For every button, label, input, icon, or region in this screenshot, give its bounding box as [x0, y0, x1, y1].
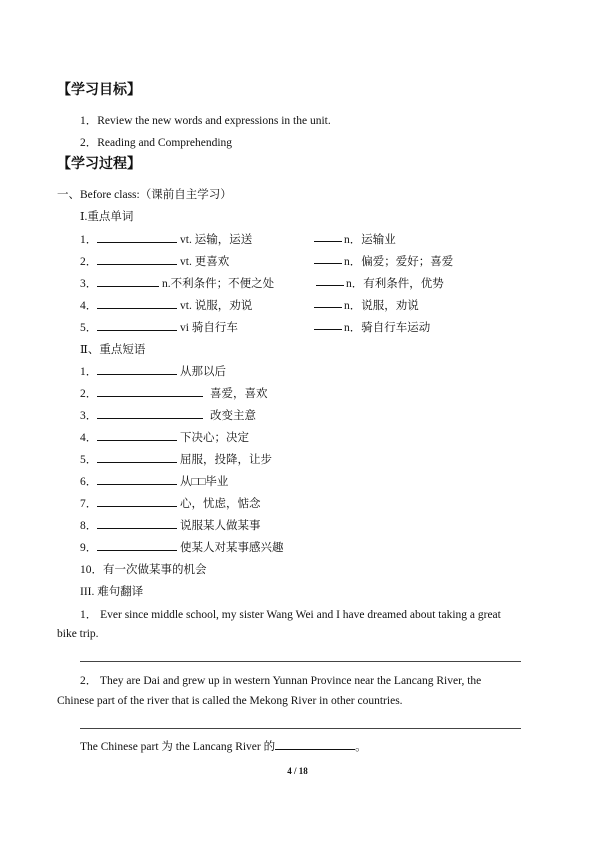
sentence-2-line-1: 2． They are Dai and grew up in western Yunnan Province near the Lancang River, the: [80, 675, 482, 687]
vocab-row-2: [80, 253, 454, 269]
vocab-right: n．骑自行车运动: [344, 322, 431, 334]
row-number: 5．: [80, 454, 98, 466]
vocab-left: vt. 说服，劝说: [180, 300, 253, 312]
answer-blank[interactable]: [97, 232, 177, 243]
answer-blank[interactable]: [97, 540, 177, 551]
row-number: 9．: [80, 542, 98, 554]
vocab-row-5: [80, 319, 431, 335]
row-number: 1．: [80, 366, 98, 378]
vocab-row-3: [80, 275, 444, 291]
phrase-row-9: [80, 539, 284, 555]
answer-blank[interactable]: [97, 386, 203, 397]
row-number: 1．: [80, 234, 98, 246]
vocab-right: n．偏爱；爱好；喜爱: [344, 256, 454, 268]
phrase-text: 从那以后: [180, 366, 226, 378]
answer-blank[interactable]: [314, 319, 342, 330]
phrase-row-3: [80, 407, 256, 423]
vocab-left: vi 骑自行车: [180, 322, 238, 334]
answer-blank[interactable]: [314, 231, 342, 242]
phrase-row-7: [80, 495, 261, 511]
row-number: 3．: [80, 278, 98, 290]
row-number: 8．: [80, 520, 98, 532]
answer-blank[interactable]: [97, 452, 177, 463]
answer-line[interactable]: [80, 728, 521, 729]
phrase-text: 喜爱，喜欢: [210, 388, 268, 400]
phrase-text: 使某人对某事感兴趣: [180, 542, 284, 554]
row-number: 5．: [80, 322, 98, 334]
phrase-row-4: [80, 429, 249, 445]
vocab-row-1: [80, 231, 396, 247]
answer-blank[interactable]: [97, 408, 203, 419]
row-number: 3．: [80, 410, 98, 422]
answer-blank[interactable]: [97, 276, 159, 287]
phrase-text: 从□□毕业: [180, 476, 229, 488]
phrase-row-10: 10．有一次做某事的机会: [80, 564, 207, 576]
row-number: 7．: [80, 498, 98, 510]
vocab-row-4: [80, 297, 419, 313]
answer-blank[interactable]: [97, 518, 177, 529]
before-class-heading: 一、Before class:（课前自主学习）: [57, 189, 232, 201]
phrase-text: 说服某人做某事: [180, 520, 261, 532]
answer-blank[interactable]: [314, 253, 342, 264]
answer-blank[interactable]: [97, 254, 177, 265]
row-number: 4．: [80, 300, 98, 312]
answer-blank[interactable]: [97, 298, 177, 309]
fill-suffix: 。: [355, 741, 367, 753]
phrase-text: 心，忧虑，惦念: [180, 498, 261, 510]
answer-line[interactable]: [80, 661, 521, 662]
answer-blank[interactable]: [97, 364, 177, 375]
vocab-left: n.不利条件；不便之处: [162, 278, 275, 290]
sentence-2-line-2: Chinese part of the river that is called the Mekong River in other countries.: [57, 695, 403, 707]
row-number: 2．: [80, 256, 98, 268]
row-number: 4．: [80, 432, 98, 444]
answer-blank[interactable]: [275, 739, 355, 750]
translate-title: III. 难句翻译: [80, 586, 144, 598]
phrase-row-8: [80, 517, 261, 533]
row-number: 2．: [80, 388, 98, 400]
phrase-row-1: [80, 363, 226, 379]
sentence-1-line-2: bike trip.: [57, 628, 99, 640]
phrase-row-5: [80, 451, 272, 467]
vocab-right: n．运输业: [344, 234, 396, 246]
answer-blank[interactable]: [314, 297, 342, 308]
phrase-row-6: [80, 473, 229, 489]
vocab-title: Ⅰ.重点单词: [80, 211, 134, 223]
goal-1: 1．Review the new words and expressions in the unit.: [80, 115, 331, 127]
phrase-text: 屈服，投降，让步: [180, 454, 272, 466]
process-title: 【学习过程】: [57, 156, 141, 172]
phrase-text: 改变主意: [210, 410, 256, 422]
goal-2: 2．Reading and Comprehending: [80, 137, 233, 149]
answer-blank[interactable]: [316, 275, 344, 286]
vocab-right: n．说服，劝说: [344, 300, 419, 312]
page-number: 4 / 18: [287, 766, 308, 776]
answer-blank[interactable]: [97, 320, 177, 331]
phrase-text: 下决心；决定: [180, 432, 249, 444]
row-number: 6．: [80, 476, 98, 488]
vocab-left: vt. 更喜欢: [180, 256, 230, 268]
vocab-left: vt. 运输，运送: [180, 234, 253, 246]
answer-blank[interactable]: [97, 430, 177, 441]
phrases-title: Ⅱ、重点短语: [80, 344, 146, 356]
vocab-right: n．有利条件，优势: [346, 278, 444, 290]
phrase-row-2: [80, 385, 268, 401]
answer-blank[interactable]: [97, 474, 177, 485]
sentence-1-line-1: 1． Ever since middle school, my sister Wang Wei and I have dreamed about taking a great: [80, 609, 501, 621]
goals-title: 【学习目标】: [57, 82, 141, 98]
answer-blank[interactable]: [97, 496, 177, 507]
sentence-2-fill: [80, 738, 367, 754]
fill-prefix: The Chinese part 为 the Lancang River 的: [80, 741, 276, 753]
